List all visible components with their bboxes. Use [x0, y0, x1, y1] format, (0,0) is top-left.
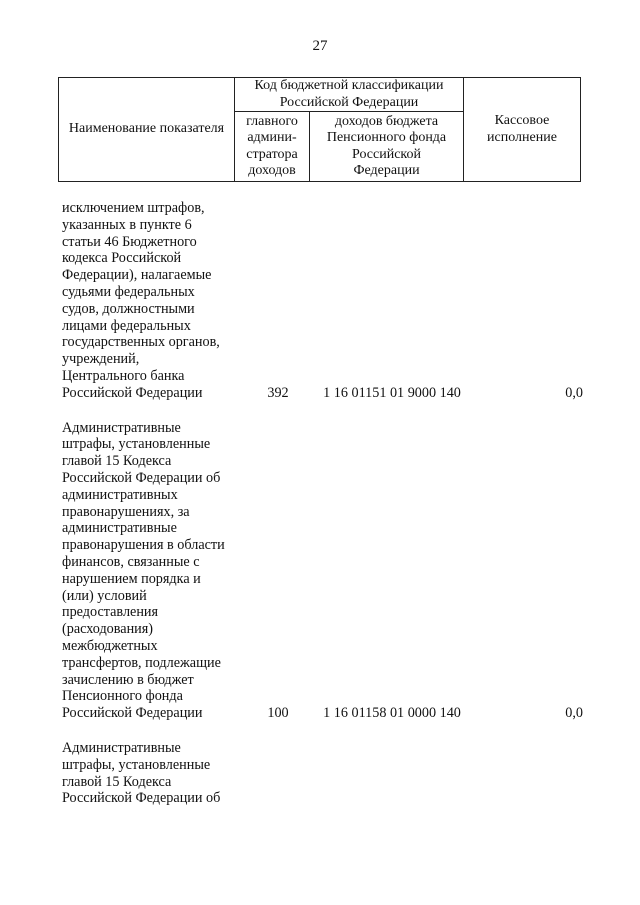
indicator-name-line: Административные [62, 419, 181, 436]
indicator-name-line: Российской Федерации [62, 384, 203, 401]
admin-line: админи- [247, 130, 297, 145]
indicator-name-line: Федерации), налагаемые [62, 267, 212, 284]
indicator-name-line: штрафы, установленные [62, 756, 211, 773]
indicator-name [62, 420, 246, 722]
income-line: Федерации [353, 163, 420, 178]
table-row [0, 200, 640, 402]
indicator-name-line: трансфертов, подлежащие [62, 654, 221, 671]
indicator-name-line: учреждений, [62, 351, 140, 368]
admin-code: 100 [267, 705, 289, 722]
indicator-name-line: Российской Федерации об [62, 469, 221, 486]
execution-line: исполнение [487, 129, 557, 145]
indicator-name-line: главой 15 Кодекса [62, 453, 172, 470]
income-line: Российской [352, 146, 421, 162]
income-code: 1 16 01158 01 0000 140 [323, 705, 461, 722]
column-header-name-text: Наименование показателя [68, 121, 225, 137]
indicator-name-line: (или) условий [62, 587, 147, 604]
indicator-name-line: правонарушениях, за [62, 503, 190, 520]
indicator-name-line: финансов, связанные с [62, 553, 200, 570]
indicator-name-line: административных [62, 486, 178, 503]
column-header-income [310, 112, 464, 182]
table-header [58, 77, 581, 182]
indicator-name-line: правонарушения в области [62, 537, 225, 554]
admin-line: главного [246, 113, 298, 129]
indicator-name-line: штрафы, установленные [62, 436, 211, 453]
indicator-name-line: нарушением порядка и [62, 570, 201, 587]
table-row [0, 420, 640, 722]
admin-line: стратора [246, 146, 298, 162]
column-header-name [59, 78, 235, 182]
table-row [0, 740, 640, 807]
column-header-admin [235, 112, 310, 182]
indicator-name-line: лицами федеральных [62, 317, 191, 334]
indicator-name-line: судов, должностными [62, 300, 195, 317]
income-line: доходов бюджета [334, 113, 439, 129]
indicator-name-line: зачислению в бюджет [62, 671, 194, 688]
indicator-name [62, 200, 246, 402]
indicator-name-line: кодекса Российской [62, 250, 182, 267]
indicator-name-line: предоставления [62, 604, 159, 621]
admin-code: 392 [267, 384, 289, 401]
indicator-name-line: (расходования) [62, 621, 154, 638]
indicator-name-line: государственных органов, [62, 334, 220, 351]
indicator-name-line: Административные [62, 739, 181, 756]
indicator-name-line: статьи 46 Бюджетного [62, 233, 197, 250]
indicator-name-line: исключением штрафов, [62, 200, 205, 216]
execution-line: Кассовое [494, 113, 550, 128]
indicator-name-line: межбюджетных [62, 637, 158, 654]
indicator-name-line: Пенсионного фонда [62, 688, 183, 705]
column-group-budget-classification [235, 78, 464, 112]
cash-execution-amount: 0,0 [565, 705, 583, 722]
page-number: 27 [312, 38, 328, 54]
admin-line: доходов [248, 163, 296, 178]
indicator-name-line: главой 15 Кодекса [62, 773, 172, 790]
column-header-execution [464, 78, 581, 182]
indicator-name-line: Российской Федерации об [62, 790, 221, 807]
indicator-name-line: указанных в пункте 6 [62, 216, 192, 233]
cash-execution-amount: 0,0 [565, 384, 583, 401]
indicator-name-line: судьями федеральных [62, 283, 195, 300]
group-title-line: Код бюджетной классификации [254, 78, 444, 93]
income-code: 1 16 01151 01 9000 140 [323, 384, 461, 401]
indicator-name-line: административные [62, 520, 177, 537]
indicator-name-line: Центрального банка [62, 367, 185, 384]
income-line: Пенсионного фонда [326, 130, 447, 145]
indicator-name [62, 740, 246, 807]
table-body [0, 200, 640, 825]
indicator-name-line: Российской Федерации [62, 705, 203, 722]
group-title-line: Российской Федерации [279, 94, 419, 110]
